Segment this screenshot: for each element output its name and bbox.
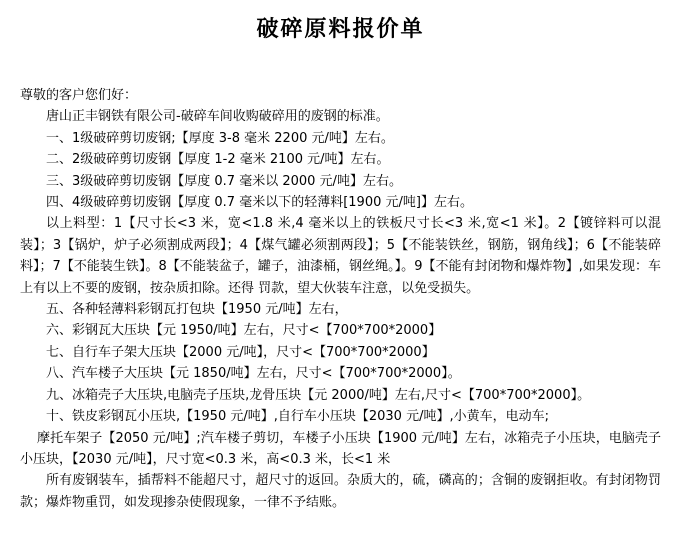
bale-item-5: 五、各种轻薄料彩钢瓦打包块【1950 元/吨】左右， — [46, 302, 348, 318]
document-body — [20, 85, 661, 513]
grade-item-3: 三、3级破碎剪切废钢【厚度 0.7 毫米以 2000 元/吨】左右。 — [46, 173, 402, 189]
grade-item-1: 一、1级破碎剪切废钢;【厚度 3-8 毫米 2200 元/吨】左右。 — [46, 130, 394, 146]
greeting: 尊敬的客户您们好： — [20, 88, 138, 103]
closing-terms: 所有废钢装车，插帮料不能超尺寸，超尺寸的返回。杂质大的，硫，磷高的；含铜的废钢拒收。有封闭物罚款；爆炸物重罚，如发现掺杂使假现象，一律不予结账。 — [20, 473, 661, 510]
grade-item-2: 二、2级破碎剪切废钢【厚度 1-2 毫米 2100 元/吨】左右。 — [46, 152, 390, 168]
bale-item-9: 九、冰箱壳子大压块,电脑壳子压块,龙骨压块【元 2000/吨】左右,尺寸<【700*700*2000】。 — [46, 387, 591, 403]
grade-item-4: 四、4级破碎剪切废钢【厚度 0.7 毫米以下的轻薄料[1900 元/吨]】左右。 — [46, 195, 473, 211]
bale-item-7: 七、自行车子架大压块【2000 元/吨】，尺寸<【700*700*2000】 — [46, 344, 435, 360]
material-notes: 以上料型：1【尺寸长<3 米，宽<1.8 米,4 毫米以上的铁板尺寸长<3 米,宽<1 米】。2【镀锌料可以混装】；3【锅炉，炉子必须割成两段】；4【煤气罐必须割两段】；5【不能装铁丝，钢筋，钢角线】；6【不能装碎料】；7【不能装生铁】。8【不能装盆子，罐子，油漆桶，钢丝绳。】。9【不能有封闭物和爆炸物】,如果发现：车上有以上不要的废钢，按杂质扣除。还得 罚款，望大伙装车注意，以免受损失。 — [20, 216, 661, 296]
bale-item-10: 十、铁皮彩钢瓦小压块,【1950 元/吨】,自行车小压块【2030 元/吨】,小黄车，电动车; — [46, 409, 549, 425]
document-title: 破碎原料报价单 — [256, 17, 425, 42]
bale-item-8: 八、汽车楼子大压块【元 1850/吨】左右，尺寸<【700*700*2000】。 — [46, 366, 461, 382]
bale-item-6: 六、彩钢瓦大压块【元 1950/吨】左右，尺寸<【700*700*2000】 — [46, 323, 442, 339]
bale-item-10-continued: 摩托车架子【2050 元/吨】;汽车楼子剪切，车楼子小压块【1900 元/吨】左右，冰箱壳子小压块，电脑壳子小压块，【2030 元/吨】，尺寸宽<0.3 米，高<0.3 米，长<1 米 — [20, 430, 661, 467]
intro-line: 唐山正丰钢铁有限公司-破碎车间收购破碎用的废钢的标准。 — [46, 109, 389, 125]
